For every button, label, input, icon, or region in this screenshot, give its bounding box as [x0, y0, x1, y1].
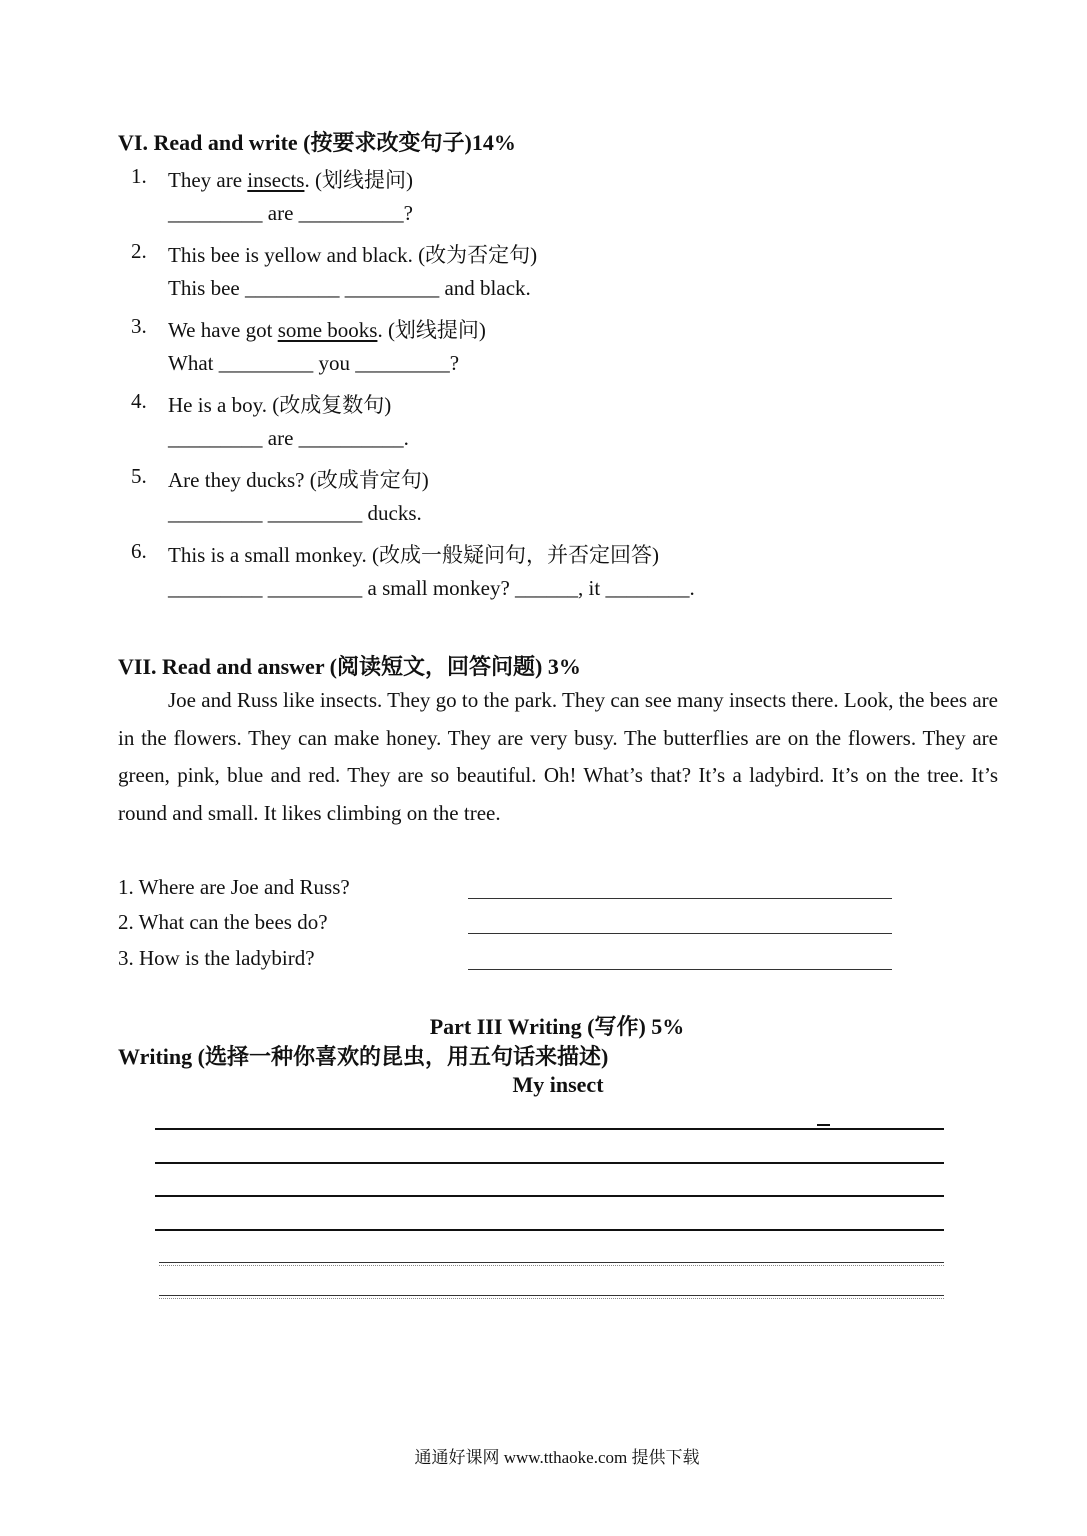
item-6-prompt: This is a small monkey. (改成一般疑问句，并否定回答) [168, 543, 659, 567]
item-5-prompt: Are they ducks? (改成肯定句) [168, 468, 429, 492]
item-1-answer-line: _________ are __________? [168, 201, 413, 225]
item-4-number: 4. [131, 389, 147, 413]
item-4-prompt: He is a boy. (改成复数句) [168, 393, 392, 417]
reading-passage: Joe and Russ like insects. They go to the park. They can see many insects there. Look, the bees are in the flowers. They can make honey. They are very busy. The butterflies are on the flowers. They are green, pink, blue and red. They are so beautiful. Oh! What’s that? It’s a ladybird. It’s on the tree. It’s round and small. It likes climbing on the tree. [118, 688, 998, 825]
writing-line-6[interactable] [159, 1295, 944, 1296]
writing-line-5[interactable] [159, 1262, 944, 1263]
writing-line-2[interactable] [155, 1162, 944, 1164]
writing-instruction: Writing (选择一种你喜欢的昆虫，用五句话来描述) [118, 1044, 609, 1069]
writing-line-4[interactable] [155, 1229, 944, 1231]
item-5-number: 5. [131, 464, 147, 488]
question-2: 2. What can the bees do? [118, 910, 328, 934]
underlined-word: insects [247, 168, 305, 192]
answer-line-1[interactable] [468, 898, 892, 899]
item-2-answer-line: This bee _________ _________ and black. [168, 276, 531, 300]
stray-mark [817, 1124, 830, 1126]
answer-line-3[interactable] [468, 969, 892, 970]
part-3-heading: Part III Writing (写作) 5% [429, 1014, 685, 1039]
item-2-prompt: This bee is yellow and black. (改为否定句) [168, 243, 538, 267]
item-5-answer-line: _________ _________ ducks. [168, 501, 422, 525]
writing-title: My insect [512, 1072, 604, 1097]
writing-line-1[interactable] [155, 1128, 944, 1130]
question-3: 3. How is the ladybird? [118, 946, 315, 970]
item-3-prompt: We have got some books. (划线提问) [168, 318, 486, 342]
item-6-answer-line: _________ _________ a small monkey? ______, it ________. [168, 576, 695, 600]
section-7-heading: VII. Read and answer (阅读短文，回答问题) 3% [118, 654, 581, 679]
item-2-number: 2. [131, 239, 147, 263]
writing-line-3[interactable] [155, 1195, 944, 1197]
item-3-answer-line: What _________ you _________? [168, 351, 460, 375]
answer-line-2[interactable] [468, 933, 892, 934]
question-1: 1. Where are Joe and Russ? [118, 875, 350, 899]
item-3-number: 3. [131, 314, 147, 338]
item-1-number: 1. [131, 164, 147, 188]
section-6-heading: VI. Read and write (按要求改变句子)14% [118, 130, 516, 155]
underlined-phrase: some books [277, 318, 378, 342]
footer-text: 通通好课网 www.tthaoke.com 提供下载 [414, 1448, 700, 1467]
item-6-number: 6. [131, 539, 147, 563]
item-1-prompt: They are insects. (划线提问) [168, 168, 413, 192]
item-4-answer-line: _________ are __________. [168, 426, 409, 450]
